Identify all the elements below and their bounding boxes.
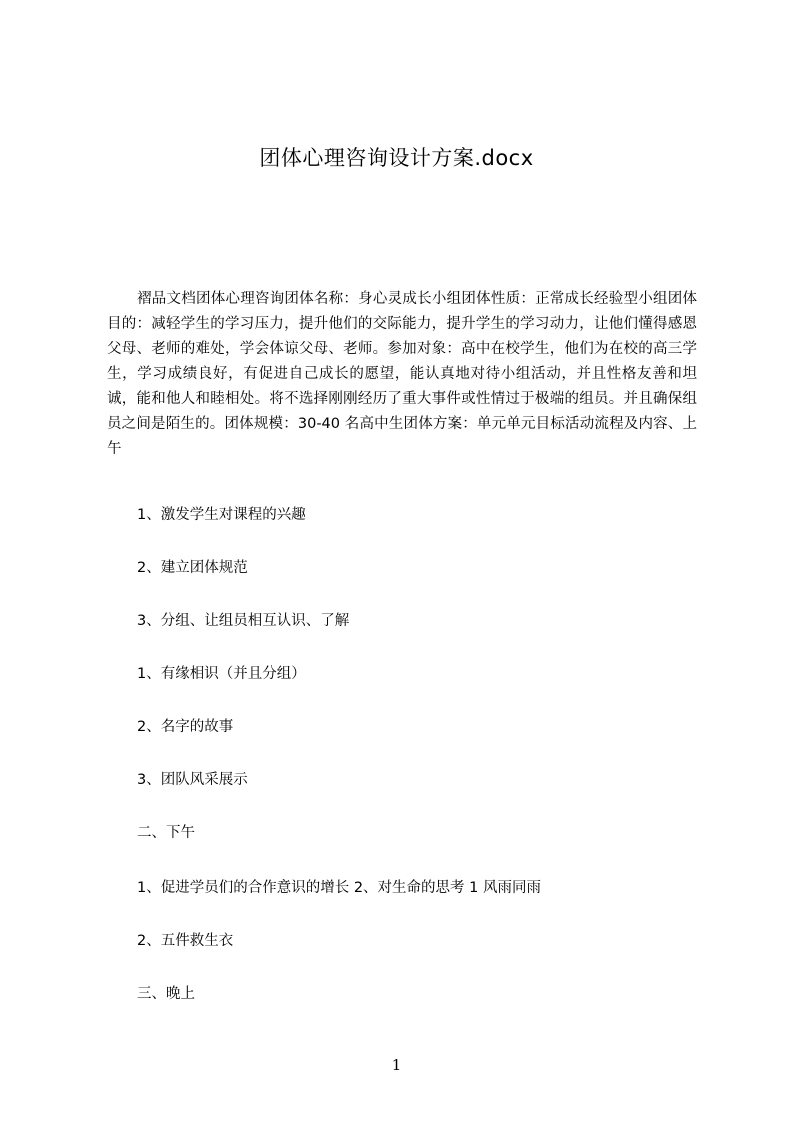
list-item: 2、五件救生衣 (137, 933, 234, 949)
list-item: 3、团队风采展示 (137, 772, 248, 788)
list-item: 2、建立团体规范 (137, 560, 248, 576)
list-item: 3、分组、让组员相互认识、了解 (137, 613, 350, 629)
list-item: 1、有缘相识（并且分组） (137, 666, 306, 682)
section-heading: 二、下午 (137, 825, 195, 841)
list-item: 1、促进学员们的合作意识的增长 2、对生命的思考 1 风雨同雨 (137, 880, 542, 896)
intro-paragraph: 褶品文档团体心理咨询团体名称：身心灵成长小组团体性质：正常成长经验型小组团体目的：减轻学生的学习压力，提升他们的交际能力，提升学生的学习动力，让他们懂得感恩父母、老师的难处，学会体谅父母、老师。参加对象：高中在校学生，他们为在校的高三学生，学习成绩良好，有促进自己成长的愿望，能认真地对待小组活动，并且性格友善和坦诚，能和他人和睦相处。将不选择刚刚经历了重大事件或性情过于极端的组员。并且确保组员之间是陌生的。团体规模：30-40 名高中生团体方案：单元单元目标活动流程及内容、上午 (107, 291, 697, 457)
document-title: 团体心理咨询设计方案.docx (259, 146, 534, 170)
page-number: 1 (391, 1056, 402, 1074)
section-heading: 三、晚上 (137, 986, 195, 1002)
list-item: 2、名字的故事 (137, 719, 234, 735)
list-item: 1、激发学生对课程的兴趣 (137, 507, 306, 523)
